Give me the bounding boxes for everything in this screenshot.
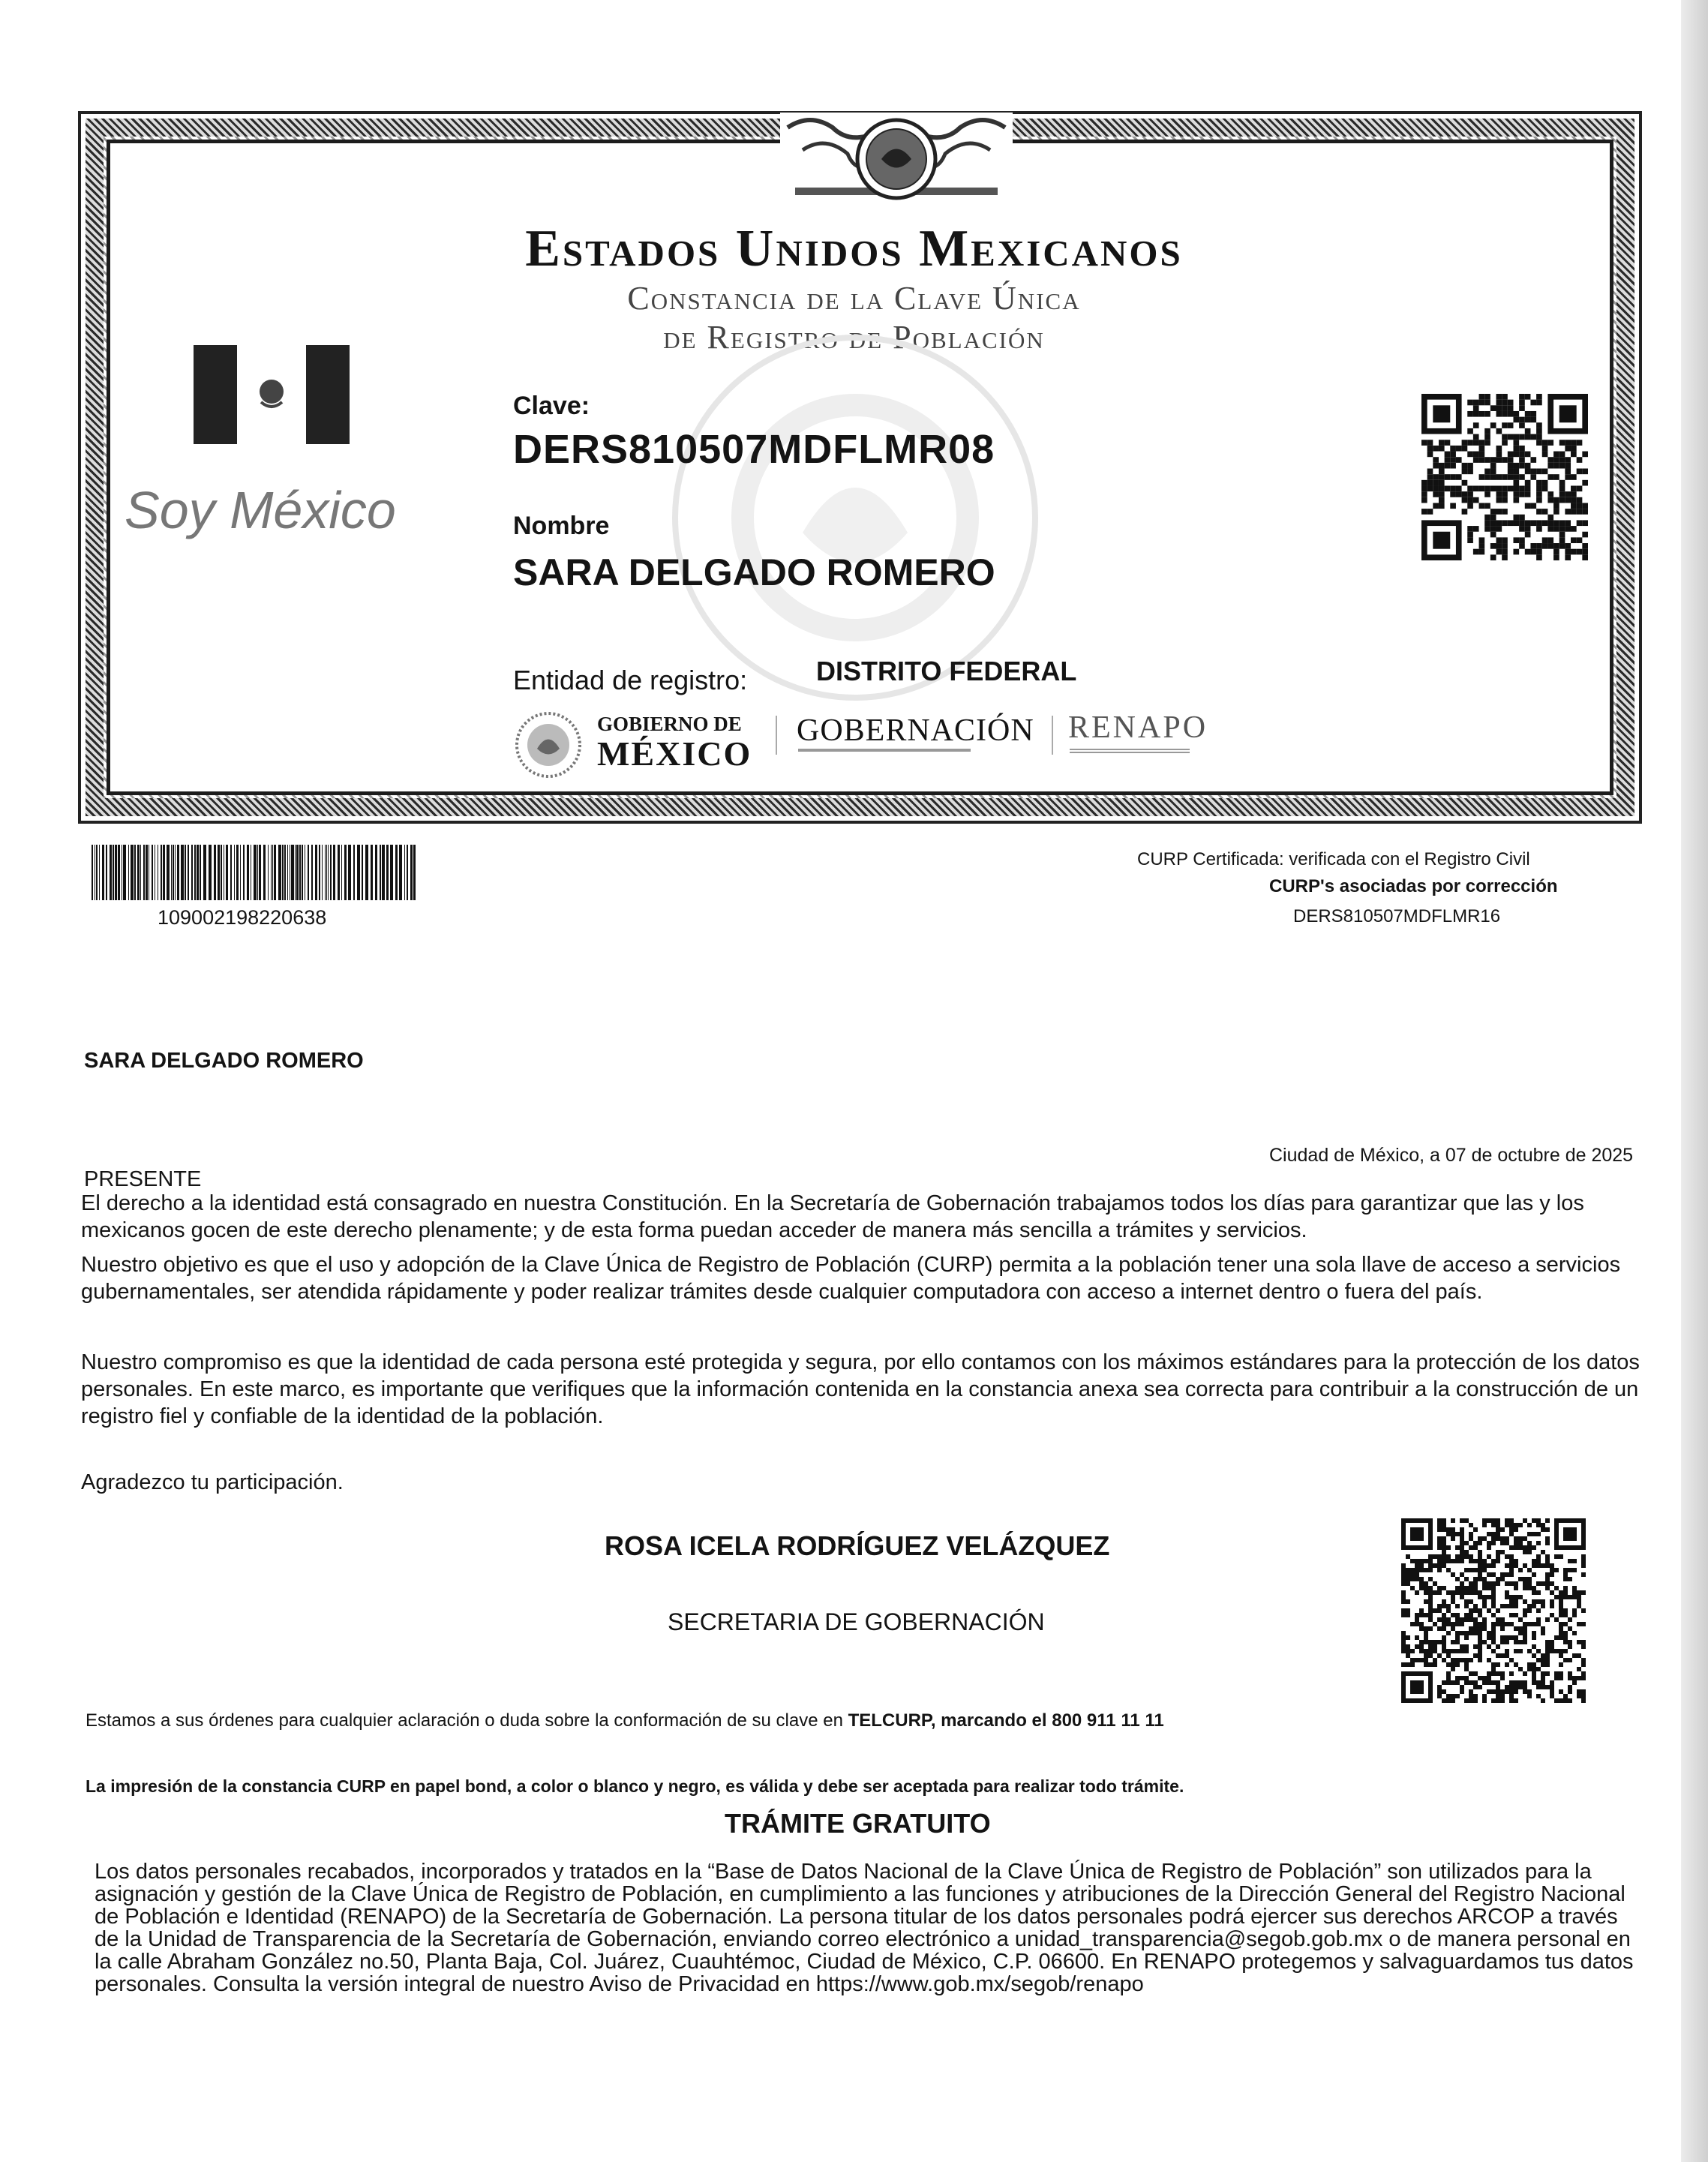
clave-value: DERS810507MDFLMR08 xyxy=(513,427,995,472)
gobierno-seal-icon xyxy=(515,711,582,779)
letter-closing: Agradezco tu participación. xyxy=(81,1470,344,1494)
clave-label: Clave: xyxy=(513,392,590,420)
gobernacion-logo: GOBERNACIÓN xyxy=(797,713,1034,748)
validity-notice: La impresión de la constancia CURP en papel bond, a color o blanco y negro, es válida y debe ser aceptada para realizar todo trámite. xyxy=(86,1776,1184,1796)
contact-line xyxy=(86,1710,1164,1731)
curp-certified-note: CURP Certificada: verificada con el Registro Civil xyxy=(1137,849,1530,869)
soy-mexico-slogan: Soy México xyxy=(125,481,396,539)
mexican-flag-icon xyxy=(194,345,350,444)
national-crest-icon xyxy=(780,113,1013,210)
contact-text: Estamos a sus órdenes para cualquier aclaración o duda sobre la conformación de su clave en xyxy=(86,1710,843,1731)
nombre-value: SARA DELGADO ROMERO xyxy=(513,551,995,593)
barcode-number: 109002198220638 xyxy=(158,906,327,929)
renapo-logo-subtext xyxy=(1070,747,1190,753)
qr-code-icon xyxy=(1398,1518,1589,1703)
renapo-logo: RENAPO xyxy=(1068,710,1208,745)
entidad-value: DISTRITO FEDERAL xyxy=(816,656,1077,686)
tramite-gratuito: TRÁMITE GRATUITO xyxy=(725,1808,991,1839)
barcode-icon xyxy=(92,845,416,900)
signer-name: ROSA ICELA RODRÍGUEZ VELÁZQUEZ xyxy=(605,1530,1110,1561)
letter-paragraph: El derecho a la identidad está consagrado en nuestra Constitución. En la Secretaría de Gobernación trabajamos todos los días para garantizar que las y los mexicanos gocen de este derecho plenamente; y de esta forma puedan acceder de manera más sencilla a trámites y servicios. xyxy=(81,1191,1584,1242)
letter-paragraph: Nuestro objetivo es que el uso y adopción de la Clave Única de Registro de Población (CURP) permita a la población tener una sola llave de acceso a servicios gubernamentales, ser atendida rápidamente y poder realizar trámites desde cualquier computadora con acceso a internet dentro o fuera del país. xyxy=(81,1253,1621,1304)
associated-curp-label: CURP's asociadas por corrección xyxy=(1269,876,1558,896)
logo-divider xyxy=(1052,716,1053,755)
letter-date: Ciudad de México, a 07 de octubre de 2025 xyxy=(1269,1145,1634,1166)
entidad-label: Entidad de registro: xyxy=(513,665,748,695)
logo-divider xyxy=(776,716,777,755)
document-title-line1: Constancia de la Clave Única xyxy=(627,280,1081,317)
gobierno-logo-line2: MÉXICO xyxy=(597,734,752,773)
watermark-seal-icon xyxy=(623,323,1088,713)
letter-greeting: PRESENTE xyxy=(84,1167,202,1191)
gobernacion-logo-subtext xyxy=(798,749,971,752)
nombre-label: Nombre xyxy=(513,512,610,540)
associated-curp-value: DERS810507MDFLMR16 xyxy=(1293,906,1501,926)
country-title: Estados Unidos Mexicanos xyxy=(525,220,1183,278)
privacy-notice: Los datos personales recabados, incorporados y tratados en la “Base de Datos Nacional de la Clave Única de Registro de Población” son utilizados para la asignación y gestión de la Clave Única de Registro de Población, en cumplimiento a las funciones y atribuciones de la Dirección General del Registro Nacional de Población e Identidad (RENAPO) de la Secretaría de Gobernación. La persona titular de los datos personales podrá ejercer sus derechos ARCOP a través de la Unidad de Transparencia de la Secretaría de Gobernación, enviando correo electrónico a unidad_transparencia@segob.gob.mx o de manera personal en la calle Abraham González no.50, Planta Baja, Col. Juárez, Cuauhtémoc, Ciudad de México, C.P. 06600. En RENAPO protegemos y salvaguardamos tus datos personales. Consulta la versión integral de nuestro Aviso de Privacidad en https://www.gob.mx/segob/renapo xyxy=(95,1860,1634,1996)
letter-addressee: SARA DELGADO ROMERO xyxy=(84,1049,364,1073)
gobierno-logo-line1: GOBIERNO DE xyxy=(597,713,742,735)
letter-paragraph: Nuestro compromiso es que la identidad de cada persona esté protegida y segura, por ello contamos con los máximos estándares para la protección de los datos personales. En este marco, es importante que verifiques que la información contenida en la constancia anexa sea correcta para contribuir a la construcción de un registro fiel y confiable de la identidad de la población. xyxy=(81,1350,1640,1428)
document-title-line2: de Registro de Población xyxy=(663,319,1045,356)
qr-code-icon xyxy=(1418,394,1592,560)
telcurp-phone: TELCURP, marcando el 800 911 11 11 xyxy=(848,1710,1164,1731)
signer-title: SECRETARIA DE GOBERNACIÓN xyxy=(668,1608,1045,1635)
